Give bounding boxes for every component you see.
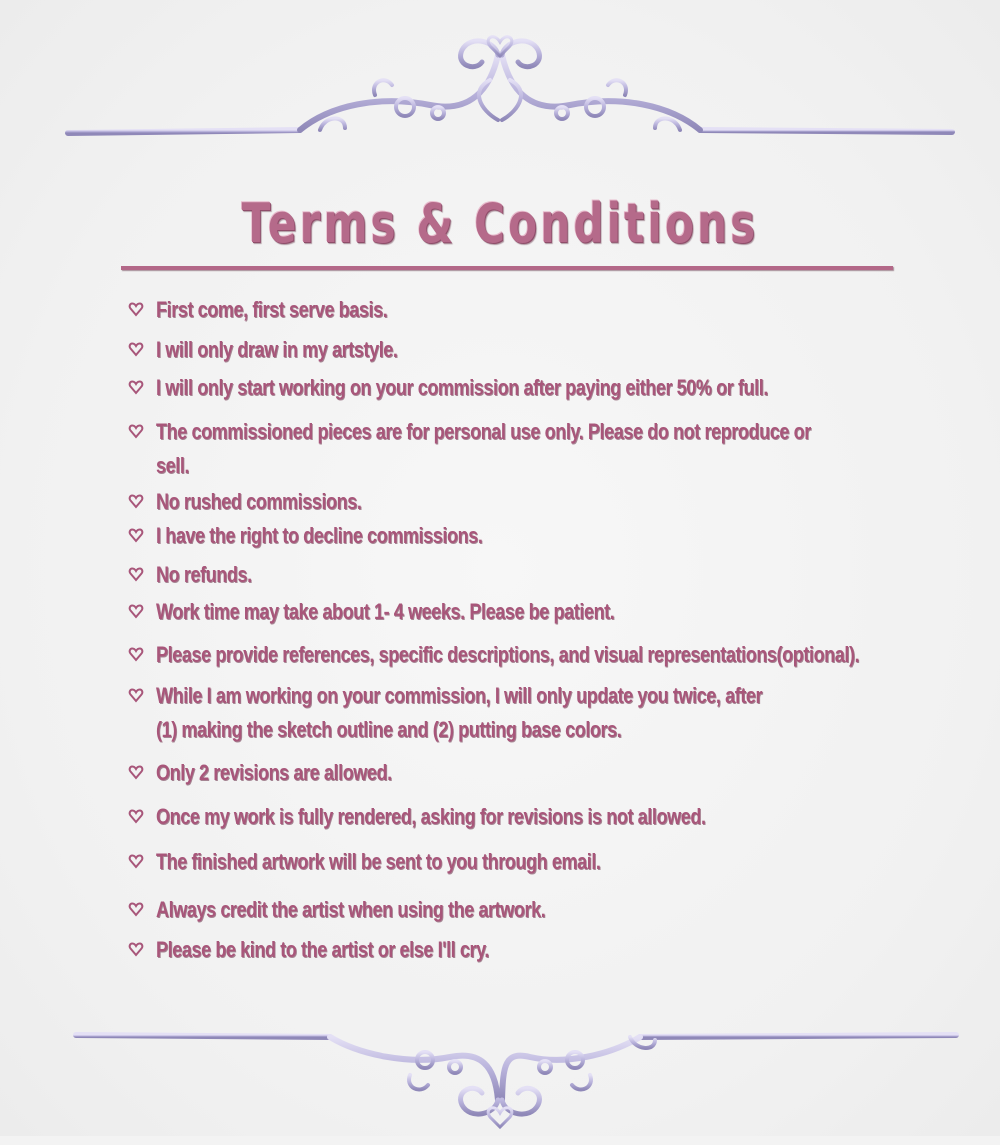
term-line: I will only start working on your commission after paying either 50% or full. — [156, 375, 768, 400]
heart-outline-icon — [128, 527, 144, 543]
term-text — [156, 371, 779, 405]
heart-outline-icon — [128, 603, 144, 619]
term-text — [156, 638, 860, 672]
term-line: Always credit the artist when using the artwork. — [156, 897, 546, 922]
term-line: No refunds. — [156, 562, 252, 587]
heart-outline-icon — [128, 808, 144, 824]
heart-outline-icon — [128, 901, 144, 917]
term-text — [156, 893, 779, 927]
term-text — [156, 756, 779, 790]
term-line: First come, first serve basis. — [156, 297, 388, 322]
heart-outline-icon — [128, 764, 144, 780]
term-text — [156, 333, 779, 367]
term-text — [156, 558, 779, 592]
term-text — [156, 679, 779, 747]
term-line: While I am working on your commission, I will only update you twice, after — [156, 683, 763, 708]
heart-outline-icon — [128, 379, 144, 395]
heart-outline-icon — [128, 341, 144, 357]
term-text — [156, 595, 779, 629]
page-title: Terms & Conditions — [241, 192, 759, 255]
heart-outline-icon — [128, 646, 144, 662]
term-line-continued: sell. — [156, 453, 190, 478]
term-text — [156, 293, 779, 327]
heart-outline-icon — [128, 941, 144, 957]
heart-outline-icon — [128, 423, 144, 439]
term-text — [156, 485, 779, 519]
term-line-continued: (1) making the sketch outline and (2) putting base colors. — [156, 717, 622, 742]
term-line: I will only draw in my artstyle. — [156, 337, 398, 362]
term-line: The finished artwork will be sent to you through email. — [156, 849, 601, 874]
heart-outline-icon — [128, 566, 144, 582]
term-text — [156, 933, 779, 967]
term-text — [156, 800, 779, 834]
term-line: Only 2 revisions are allowed. — [156, 760, 392, 785]
term-text — [156, 415, 811, 483]
heart-outline-icon — [128, 493, 144, 509]
heart-outline-icon — [128, 301, 144, 317]
heart-outline-icon — [128, 853, 144, 869]
heart-outline-icon — [128, 687, 144, 703]
term-text — [156, 845, 779, 879]
term-line: I have the right to decline commissions. — [156, 523, 483, 548]
bottom-flourish-ornament — [0, 1005, 1000, 1145]
term-line: Work time may take about 1- 4 weeks. Please be patient. — [156, 599, 615, 624]
term-line: The commissioned pieces are for personal use only. Please do not reproduce or — [156, 419, 811, 444]
term-line: Please be kind to the artist or else I'll cry. — [156, 937, 490, 962]
term-line: No rushed commissions. — [156, 489, 362, 514]
term-line: Once my work is fully rendered, asking for revisions is not allowed. — [156, 804, 706, 829]
term-line: Please provide references, specific descriptions, and visual representations(optional). — [156, 642, 860, 667]
term-text — [156, 519, 779, 553]
